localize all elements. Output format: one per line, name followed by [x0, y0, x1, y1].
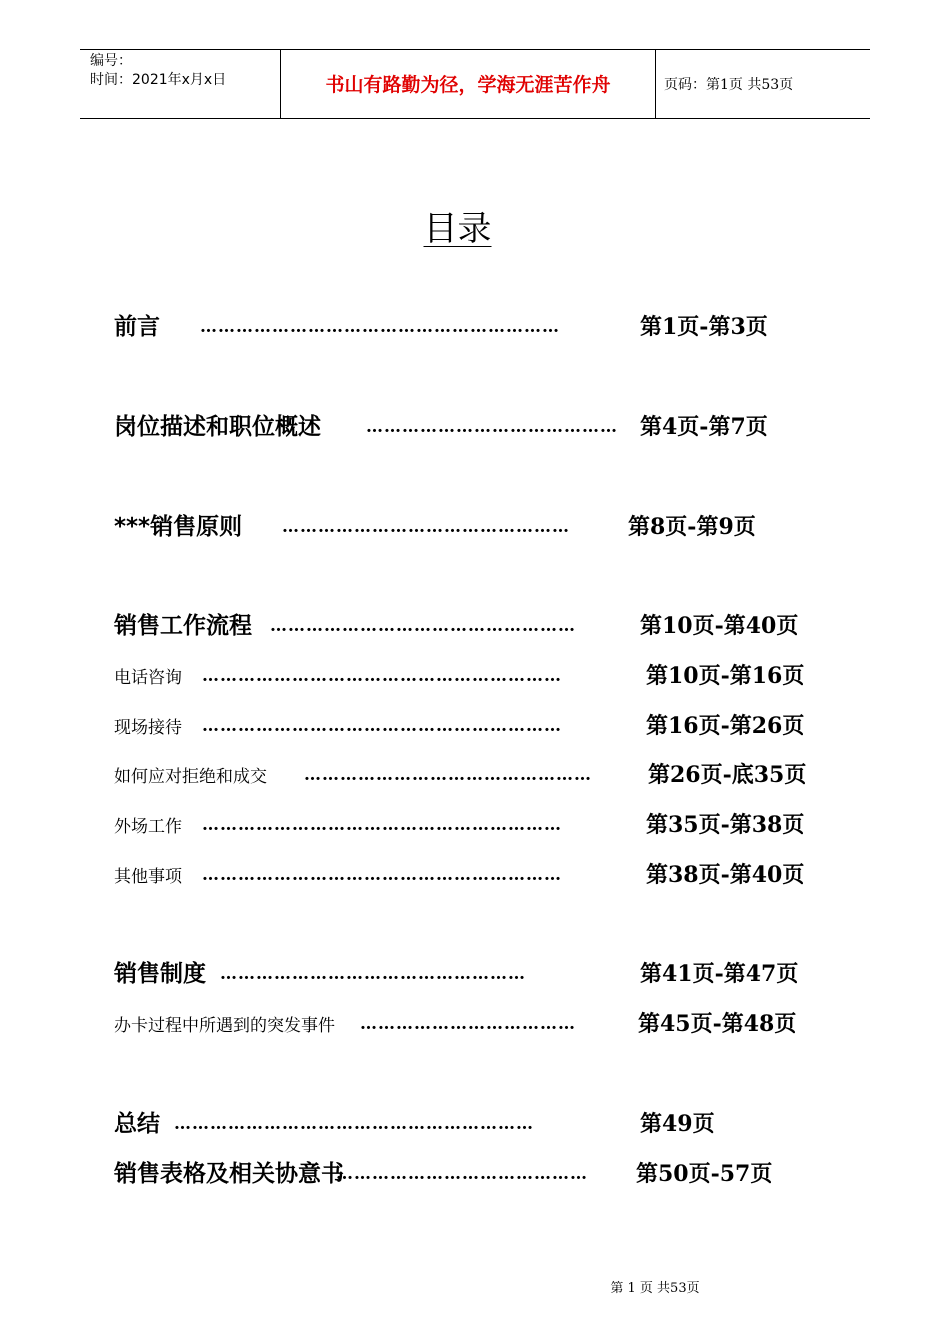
toc-entry-label: 如何应对拒绝和成交	[114, 767, 267, 787]
toc-entry-pages: 第1页-第3页	[640, 314, 768, 340]
toc-entry-label: 电话咨询	[114, 668, 182, 688]
header-motto-cell	[280, 50, 656, 118]
toc-entry-label: 岗位描述和职位概述	[114, 414, 321, 440]
toc-entry-label: 其他事项	[114, 867, 182, 887]
toc-entry-pages: 第10页-第40页	[640, 613, 799, 639]
toc-entry-label: 销售表格及相关协意书	[114, 1161, 344, 1187]
toc-leader-dots: ……………………………………………………	[202, 716, 562, 736]
page-title: 目录	[423, 209, 492, 249]
toc-leader-dots: ……………………………………	[336, 1164, 588, 1184]
header-page-cell	[656, 50, 870, 118]
toc-entry-pages: 第41页-第47页	[640, 961, 799, 987]
toc-entry-label: 外场工作	[114, 817, 182, 837]
toc-entry-pages: 第45页-第48页	[638, 1011, 797, 1037]
toc-leader-dots: ……………………………………………	[270, 616, 576, 636]
toc-entry-pages: 第35页-第38页	[646, 812, 805, 838]
toc-entry-pages: 第4页-第7页	[640, 414, 768, 440]
toc-leader-dots: …………………………………………	[304, 765, 592, 785]
header-meta-cell	[80, 50, 280, 118]
toc-leader-dots: ……………………………………………………	[200, 317, 560, 337]
toc-leader-dots: ……………………………………………………	[202, 666, 562, 686]
toc-leader-dots: ………………………………	[360, 1014, 576, 1034]
toc-entry-label: 销售工作流程	[114, 613, 252, 639]
toc-entry-label: 总结	[114, 1111, 160, 1137]
page-header	[80, 49, 870, 119]
document-time-label: 时间：2021年x月x日	[90, 72, 227, 88]
toc-entry-pages: 第16页-第26页	[646, 713, 805, 739]
toc-entry-label: 销售制度	[114, 961, 206, 987]
toc-entry-pages: 第10页-第16页	[646, 663, 805, 689]
toc-entry-pages: 第49页	[640, 1111, 715, 1137]
toc-entry-pages: 第50页-57页	[636, 1161, 773, 1187]
header-page-info: 页码：第1页 共53页	[664, 77, 794, 93]
page-footer: 第 1 页 共53页	[610, 1281, 700, 1296]
toc-entry-label: 现场接待	[114, 718, 182, 738]
toc-leader-dots: ……………………………………………………	[202, 865, 562, 885]
toc-leader-dots: ……………………………………………	[220, 964, 526, 984]
toc-leader-dots: ……………………………………………………	[202, 815, 562, 835]
toc-leader-dots: ……………………………………	[366, 417, 618, 437]
toc-entry-pages: 第38页-第40页	[646, 862, 805, 888]
document-number-label: 编号：	[90, 53, 132, 69]
toc-leader-dots: ……………………………………………………	[174, 1114, 534, 1134]
toc-entry-label: 前言	[114, 314, 160, 340]
toc-entry-pages: 第8页-第9页	[628, 514, 756, 540]
toc-leader-dots: …………………………………………	[282, 517, 570, 537]
toc-entry-label: 办卡过程中所遇到的突发事件	[114, 1016, 335, 1036]
toc-entry-pages: 第26页-底35页	[648, 762, 807, 788]
toc-entry-label: ***销售原则	[114, 514, 243, 540]
header-motto: 书山有路勤为径，学海无涯苦作舟	[325, 74, 611, 96]
